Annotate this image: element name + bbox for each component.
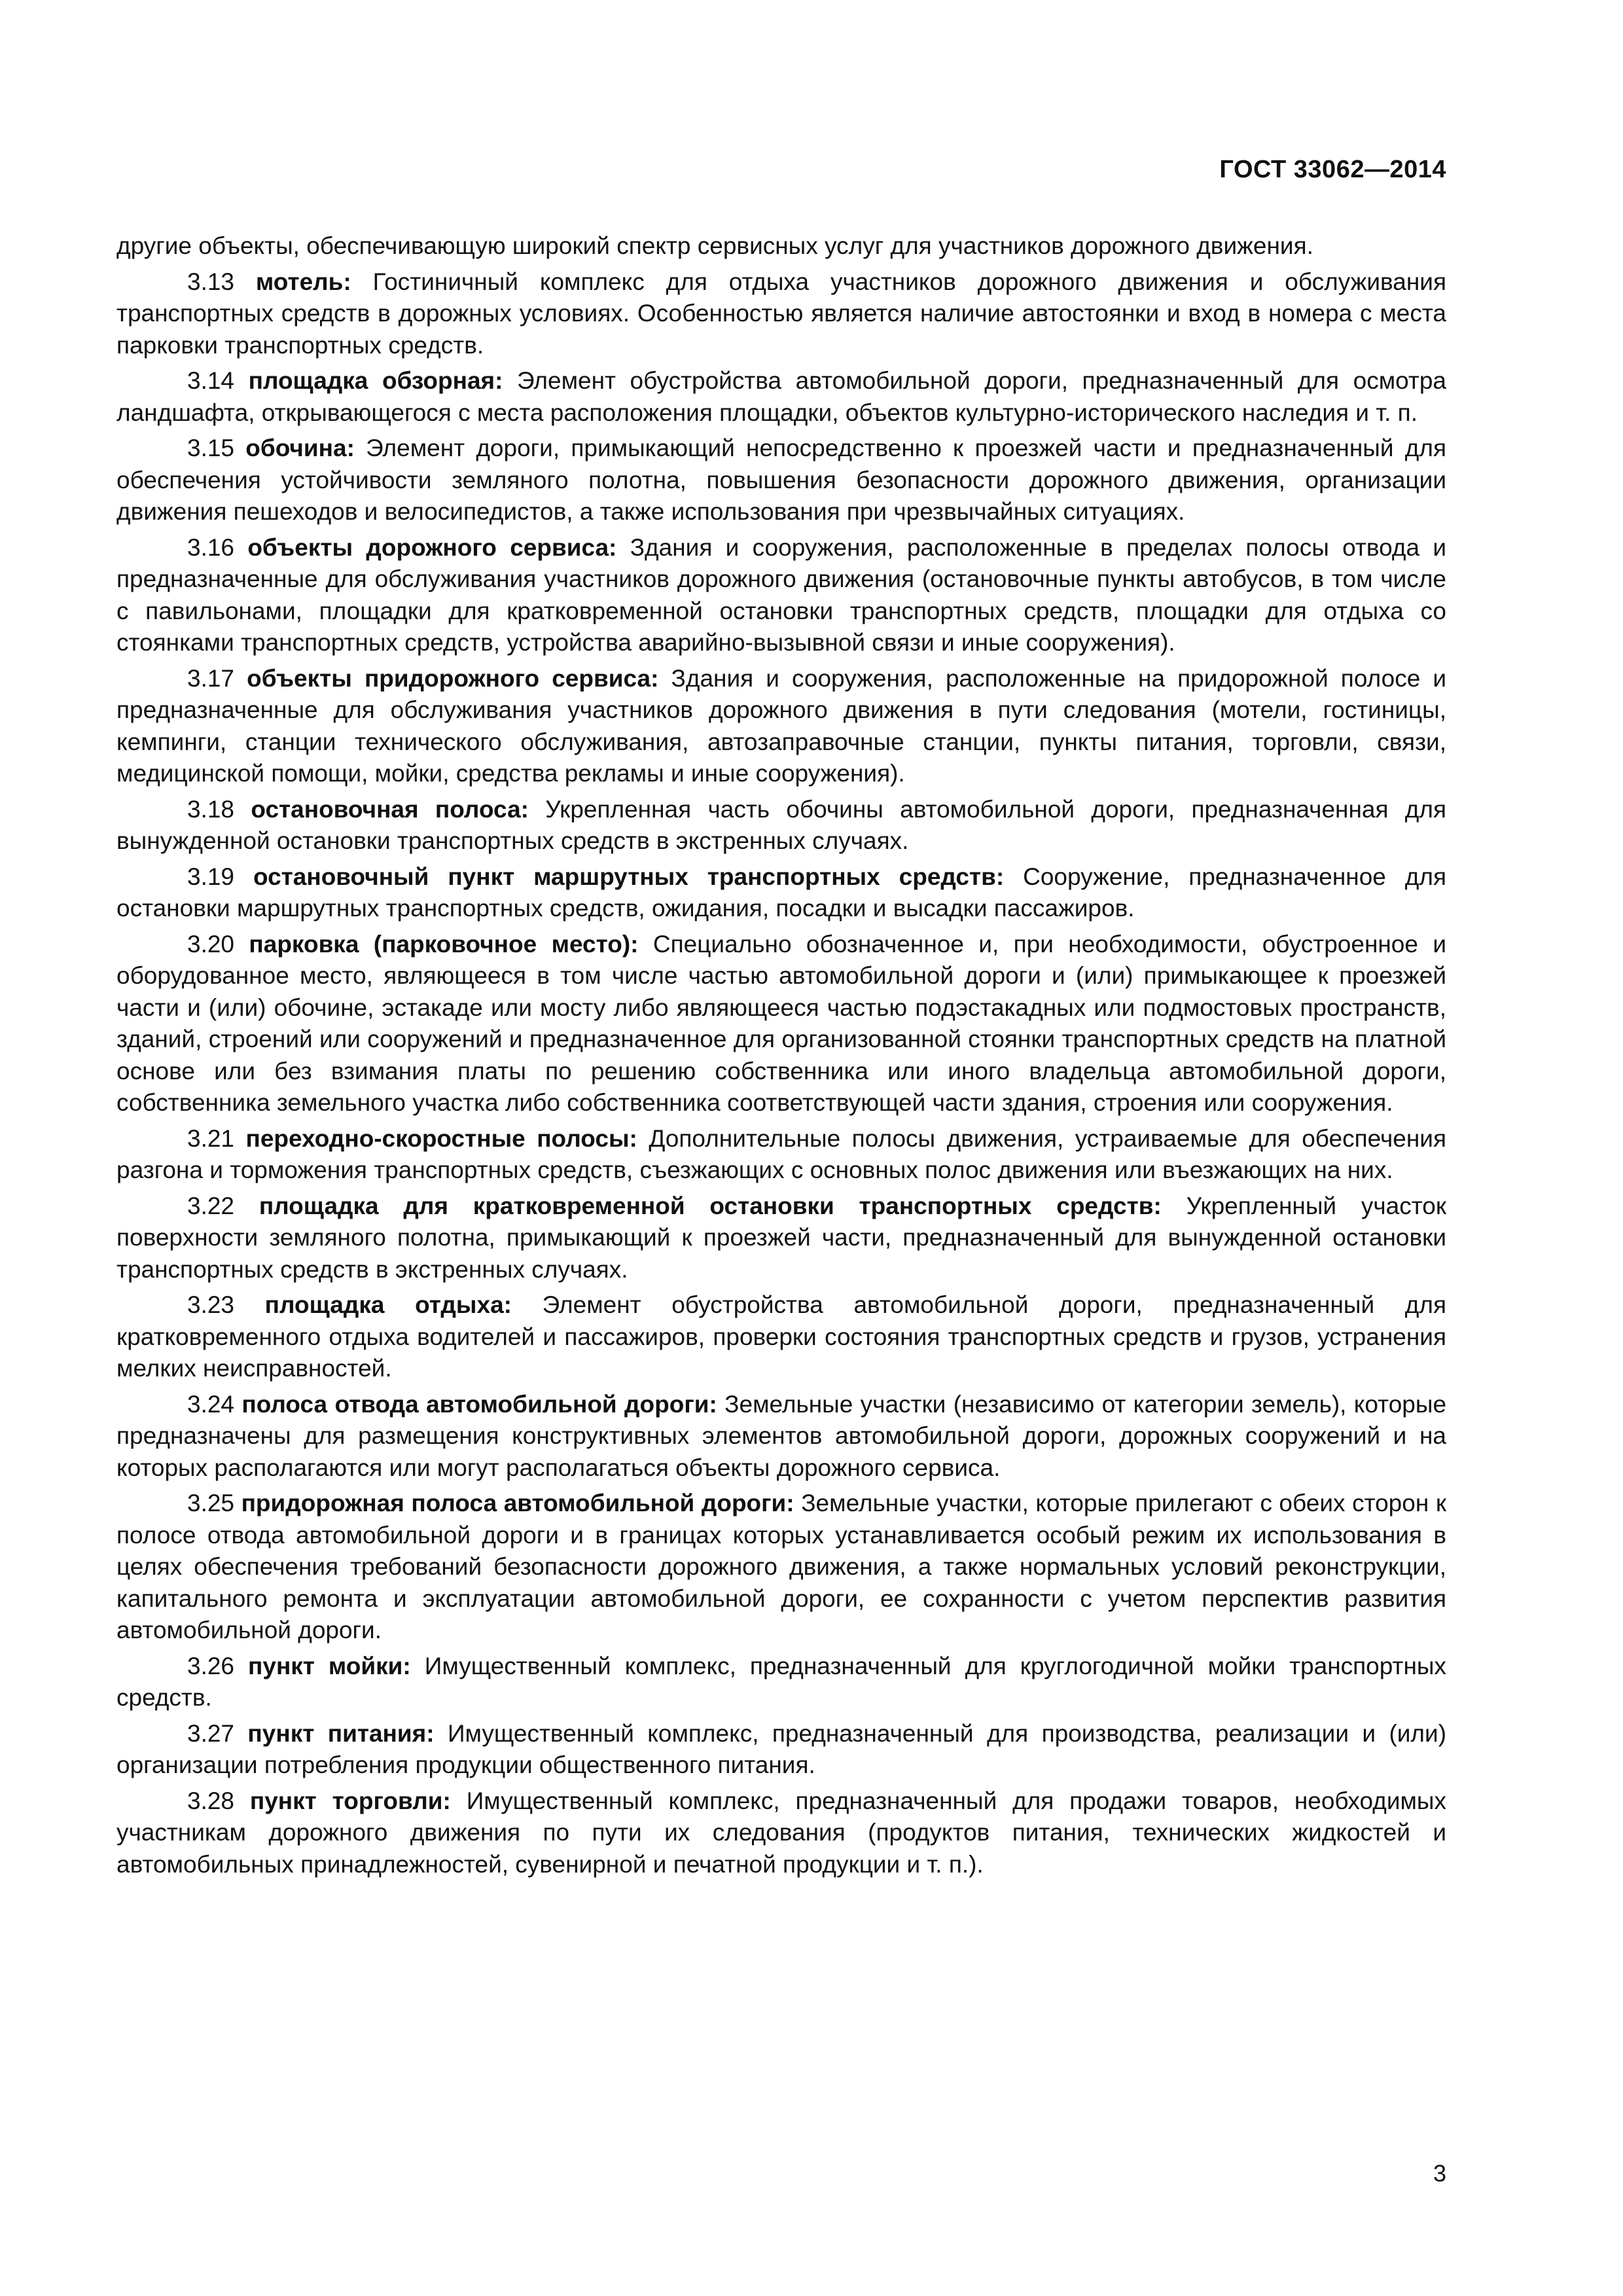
term-name: парковка (парковочное место): [249,930,639,958]
term-paragraph [116,1488,1446,1647]
intro-paragraph: другие объекты, обеспечивающую широкий спектр сервисных услуг для участников дорожного движения. [116,232,1313,259]
term-name: остановочная полоса: [251,795,529,823]
term-name: объекты дорожного сервиса: [247,533,617,561]
term-name: остановочный пункт маршрутных транспортных средств: [253,863,1005,890]
term-definition: Здания и сооружения, расположенные в пределах полосы отвода и предназначенные для обслуживания участников дорожного движения (остановочные пункты автобусов, в том числе с павильонами, площадки для кратковременной остановки транспортных средств, площадки для отдыха со стоянками транспортных средств, устройства аварийно-вызывной связи и иные сооружения). [116,533,1447,656]
term-definition: Специально обозначенное и, при необходимости, обустроенное и оборудованное место, являющееся в том числе частью автомобильной дороги и (или) примыкающее к проезжей части и (или) обочине, эстакаде или мосту либо являющееся частью подэстакадных или подмостовых пространств, зданий, строений или сооружений и предназначенное для организованной стоянки транспортных средств на платной основе или без взимания платы по решению собственника или иного владельца автомобильной дороги, собственника земельного участка либо собственника соответствующей части здания, строения или сооружения. [116,930,1447,1116]
term-paragraph [116,929,1446,1119]
term-name: пункт питания: [247,1719,435,1747]
term-paragraph [116,1389,1446,1484]
term-name: площадка отдыха: [264,1291,512,1318]
term-number: 3.19 [187,863,235,890]
term-number: 3.20 [187,930,235,958]
term-number: 3.24 [187,1390,235,1418]
term-number: 3.18 [187,795,235,823]
term-number: 3.26 [187,1652,235,1679]
term-number: 3.16 [187,533,235,561]
term-name: обочина: [245,435,355,461]
term-definition: Укрепленный участок поверхности земляного полотна, примыкающий к проезжей части, предназначенный для вынужденной остановки транспортных средств в экстренных случаях. [116,1192,1447,1283]
term-definition: Дополнительные полосы движения, устраиваемые для обеспечения разгона и торможения транспортных средств, съезжающих с основных полос движения или въезжающих на них. [116,1124,1446,1183]
term-number: 3.21 [187,1124,235,1152]
term-number: 3.17 [187,664,235,692]
term-definition: Имущественный комплекс, предназначенный для производства, реализации и (или) организации потребления продукции общественного питания. [116,1719,1447,1778]
term-definition: Элемент дороги, примыкающий непосредственно к проезжей части и предназначенный для обеспечения устойчивости земляного полотна, повышения безопасности дорожного движения, организации движения пешеходов и велосипедистов, а также использования при чрезвычайных ситуациях. [116,435,1447,525]
term-definition: Элемент обустройства автомобильной дороги, предназначенный для осмотра ландшафта, открывающегося с места расположения площадки, объектов культурно-исторического наследия и т. п. [116,367,1447,426]
term-name: полоса отвода автомобильной дороги: [241,1390,717,1418]
term-number: 3.22 [187,1192,235,1219]
term-paragraph [116,433,1446,528]
term-paragraph [116,1651,1446,1714]
term-number: 3.14 [187,367,235,394]
term-definition: Земельные участки, которые прилегают с обеих сторон к полосе отвода автомобильной дороги и в границах которых устанавливается особый режим их использования в целях обеспечения требований безопасности дорожного движения, а также нормальных условий реконструкции, капитального ремонта и эксплуатации автомобильной дороги, ее сохранности с учетом перспектив развития автомобильной дороги. [116,1490,1447,1643]
term-paragraph [116,1123,1446,1187]
term-number: 3.23 [187,1291,235,1318]
term-name: переходно-скоростные полосы: [245,1124,637,1152]
term-definition: Имущественный комплекс, предназначенный для круглогодичной мойки транспортных средств. [116,1652,1446,1711]
term-name: пункт торговли: [249,1787,451,1814]
page-number: 3 [1433,2160,1446,2187]
term-number: 3.27 [187,1719,235,1747]
term-definition: Земельные участки (независимо от категории земель), которые предназначены для размещения конструктивных элементов автомобильной дороги, дорожных сооружений и на которых располагаются или могут располагаться объекты дорожного сервиса. [116,1390,1447,1481]
term-name: пункт мойки: [248,1652,411,1679]
term-paragraph [116,1785,1446,1881]
term-paragraph [116,1289,1446,1385]
term-paragraph [116,663,1446,790]
term-paragraph [116,1718,1446,1782]
term-number: 3.15 [187,435,235,461]
term-definition: Имущественный комплекс, предназначенный для продажи товаров, необходимых участникам дорожного движения по пути их следования (продуктов питания, технических жидкостей и автомобильных принадлежностей, сувенирной и печатной продукции и т. п.). [116,1787,1447,1878]
term-paragraph [116,794,1446,857]
term-number: 3.13 [187,268,235,295]
term-paragraph [116,266,1446,362]
term-definition: Сооружение, предназначенное для остановки маршрутных транспортных средств, ожидания, посадки и высадки пассажиров. [116,863,1447,922]
term-paragraph [116,532,1446,659]
document-code: ГОСТ 33062—2014 [1219,156,1446,183]
document-body [116,230,1446,1884]
term-definition: Здания и сооружения, расположенные на придорожной полосе и предназначенные для обслуживания участников дорожного движения в пути следования (мотели, гостиницы, кемпинги, станции технического обслуживания, автозаправочные станции, пункты питания, торговли, связи, медицинской помощи, мойки, средства рекламы и иные сооружения). [116,664,1447,787]
term-name: мотель: [255,268,351,295]
term-name: объекты придорожного сервиса: [247,664,659,692]
term-number: 3.25 [187,1490,235,1516]
term-name: площадка обзорная: [248,367,503,394]
term-definition: Элемент обустройства автомобильной дороги, предназначенный для кратковременного отдыха водителей и пассажиров, проверки состояния транспортных средств и грузов, устранения мелких неисправностей. [116,1291,1447,1382]
term-paragraph [116,1191,1446,1286]
term-paragraph [116,365,1446,429]
term-list [116,266,1446,1881]
term-definition: Гостиничный комплекс для отдыха участников дорожного движения и обслуживания транспортных средств в дорожных условиях. Особенностью является наличие автостоянки и вход в номера с места парковки транспортных средств. [116,268,1446,359]
term-number: 3.28 [187,1787,235,1814]
term-definition: Укрепленная часть обочины автомобильной дороги, предназначенная для вынужденной остановки транспортных средств в экстренных случаях. [116,795,1447,854]
term-name: площадка для кратковременной остановки транспортных средств: [259,1192,1162,1219]
term-paragraph [116,861,1446,925]
term-name: придорожная полоса автомобильной дороги: [241,1490,794,1516]
